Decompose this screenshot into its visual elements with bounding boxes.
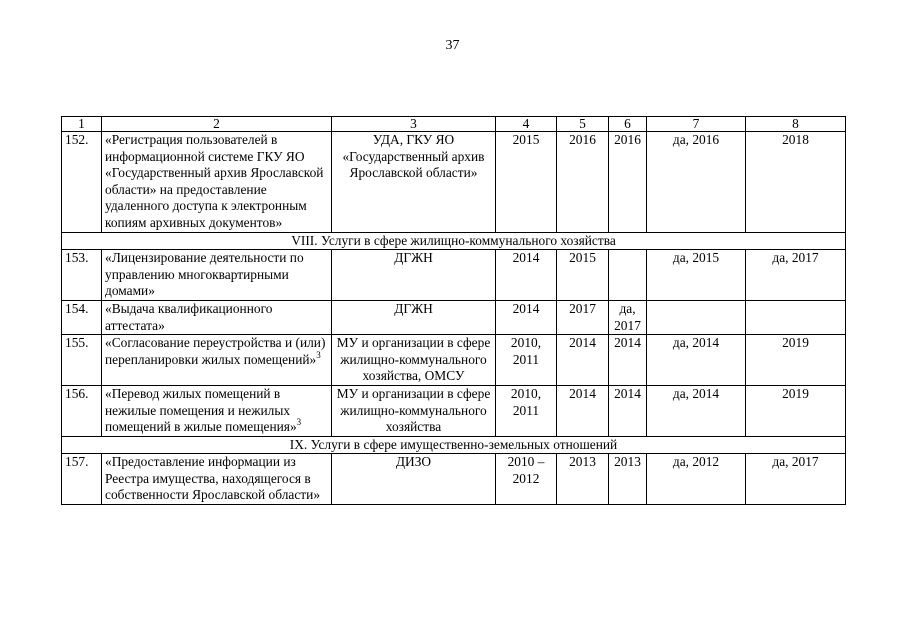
service-name-text: «Перевод жилых помещений в нежилые помещения и нежилых помещений в жилые помещения» [105,385,297,435]
service-name [102,335,332,386]
responsible-org: ДГЖН [332,250,496,301]
column-header: 1 [62,117,102,132]
section-heading-row [62,436,846,454]
row-number: 154. [62,300,102,334]
row-number: 155. [62,335,102,386]
footnote-marker: 3 [316,349,321,360]
col-8-value: да, 2017 [746,454,846,505]
column-header: 6 [609,117,647,132]
col-6-value: 2016 [609,132,647,233]
col-8-value [746,300,846,334]
col-7-value: да, 2016 [647,132,746,233]
col-4-value: 2010, 2011 [496,385,557,436]
service-name-text: «Выдача квалификационного аттестата» [105,300,273,333]
table-row [62,385,846,436]
service-name-text: «Лицензирование деятельности по управлению многоквартирными домами» [105,250,304,299]
row-number: 156. [62,385,102,436]
col-5-value: 2016 [557,132,609,233]
col-4-value: 2010 – 2012 [496,454,557,505]
col-5-value: 2014 [557,335,609,386]
table-header-row [62,117,846,132]
col-8-value: 2018 [746,132,846,233]
col-5-value: 2015 [557,250,609,301]
column-header: 3 [332,117,496,132]
column-header: 7 [647,117,746,132]
col-7-value: да, 2014 [647,385,746,436]
services-table [61,116,846,505]
col-6-value: да, 2017 [609,300,647,334]
col-5-value: 2013 [557,454,609,505]
col-4-value: 2014 [496,300,557,334]
column-header: 2 [102,117,332,132]
responsible-org: МУ и организации в сфере жилищно-коммунального хозяйства, ОМСУ [332,335,496,386]
responsible-org: ДИЗО [332,454,496,505]
footnote-marker: 3 [296,417,302,428]
col-6-value: 2014 [609,385,647,436]
section-title: IX. Услуги в сфере имущественно-земельных отношений [62,436,846,454]
column-header: 8 [746,117,846,132]
col-5-value: 2017 [557,300,609,334]
column-header: 5 [557,117,609,132]
col-7-value: да, 2012 [647,454,746,505]
service-name [102,454,332,505]
col-4-value: 2014 [496,250,557,301]
column-header: 4 [496,117,557,132]
service-name [102,250,332,301]
col-8-value: 2019 [746,335,846,386]
col-6-value [609,250,647,301]
col-8-value: 2019 [746,385,846,436]
row-number: 153. [62,250,102,301]
service-name [102,132,332,233]
responsible-org: ДГЖН [332,300,496,334]
col-7-value: да, 2014 [647,335,746,386]
col-6-value: 2014 [609,335,647,386]
col-8-value: да, 2017 [746,250,846,301]
table-row [62,454,846,505]
col-4-value: 2015 [496,132,557,233]
service-name [102,385,332,436]
service-name-text: «Регистрация пользователей в информационной системе ГКУ ЯО «Государственный архив Ярославской области» на предоставление удаленного доступа к электронным копиям архивных документов» [105,132,324,230]
table-row [62,335,846,386]
page-number: 37 [445,38,460,53]
col-5-value: 2014 [557,385,609,436]
col-6-value: 2013 [609,454,647,505]
col-7-value: да, 2015 [647,250,746,301]
table-row [62,250,846,301]
table-row [62,300,846,334]
responsible-org: МУ и организации в сфере жилищно-коммунального хозяйства [332,385,496,436]
col-7-value [647,300,746,334]
col-4-value: 2010, 2011 [496,335,557,386]
service-name [102,300,332,334]
service-name-text: «Предоставление информации из Реестра имущества, находящегося в собственности Ярославской области» [105,454,321,503]
row-number: 152. [62,132,102,233]
section-heading-row [62,232,846,250]
row-number: 157. [62,454,102,505]
section-title: VIII. Услуги в сфере жилищно-коммунального хозяйства [62,232,846,250]
service-name-text: «Согласование переустройства и (или) перепланировки жилых помещений» [105,335,326,367]
responsible-org: УДА, ГКУ ЯО «Государственный архив Ярославской области» [332,132,496,233]
table-row [62,132,846,233]
